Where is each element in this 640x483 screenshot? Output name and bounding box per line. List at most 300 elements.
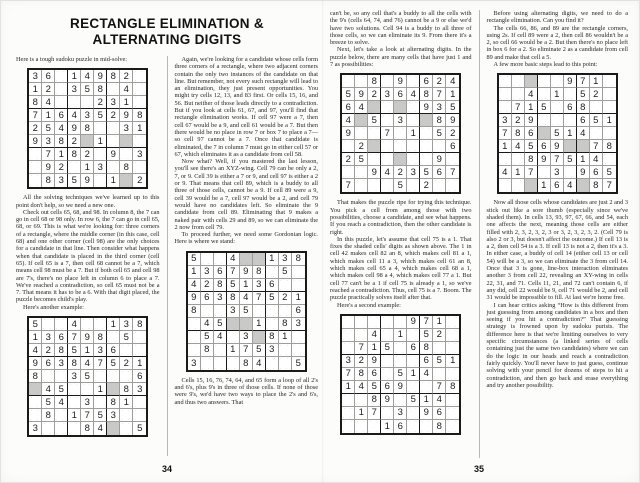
paragraph: Cells 15, 16, 76, 74, 64, and 65 form a loop of all 2's and 6's, plus 9's in three of those cells. If none of those were 9's, we'd have two ways to place the 2's and 6's, and thus two answers. That [174,376,318,406]
sudoku-cell [420,381,433,394]
sudoku-cell: 1 [188,266,201,279]
sudoku-cell [94,370,107,383]
sudoku-cell: 3 [29,70,42,83]
sudoku-cell [214,305,227,318]
sudoku-cell: 3 [266,344,279,357]
sudoku-cell [227,331,240,344]
sudoku-cell: 2 [590,88,603,101]
sudoku-cell: 1 [227,344,240,357]
page-34-columns [16,56,318,456]
sudoku-cell [355,420,368,433]
sudoku-cell: 6 [201,292,214,305]
sudoku-cell [368,179,381,192]
sudoku-cell [342,140,355,153]
sudoku-cell: 2 [120,70,133,83]
sudoku-cell: 1 [407,127,420,140]
sudoku-cell: 8 [253,266,266,279]
sudoku-cell: 5 [342,88,355,101]
sudoku-cell: 9 [446,114,459,127]
sudoku-cell [499,179,512,192]
sudoku-cell: 6 [368,368,381,381]
sudoku-cell: 6 [55,331,68,344]
sudoku-cell: 8 [133,109,146,122]
sudoku-cell: 2 [446,127,459,140]
sudoku-cell: 7 [420,316,433,329]
sudoku-cell: 5 [266,292,279,305]
sudoku-cell: 3 [55,174,68,187]
sudoku-cell: 8 [214,279,227,292]
sudoku-cell: 5 [214,318,227,331]
page-34-column-2 [167,56,319,456]
sudoku-cell: 1 [538,179,551,192]
sudoku-cell: 5 [42,396,55,409]
sudoku-cell: 1 [107,174,120,187]
sudoku-cell: 4 [368,329,381,342]
page-35-column-2 [479,10,629,458]
sudoku-cell [55,422,68,435]
sudoku-cell: 3 [394,407,407,420]
sudoku-cell: 3 [279,253,292,266]
sudoku-cell: 2 [433,329,446,342]
sudoku-cell [279,305,292,318]
sudoku-cell: 5 [68,344,81,357]
sudoku-cell [407,114,420,127]
sudoku-cell: 8 [279,318,292,331]
sudoku-cell: 4 [240,292,253,305]
sudoku-cell [603,101,616,114]
sudoku-cell: 8 [577,101,590,114]
sudoku-cell: 9 [407,316,420,329]
sudoku-cell: 5 [551,127,564,140]
sudoku-cell: 1 [120,96,133,109]
sudoku-cell [94,396,107,409]
sudoku-cell: 7 [381,127,394,140]
sudoku-cell: 2 [201,279,214,292]
sudoku-cell: 4 [94,422,107,435]
sudoku-cell: 7 [240,344,253,357]
page-number-34: 34 [161,464,173,474]
sudoku-cell: 8 [42,174,55,187]
sudoku-cell [107,161,120,174]
sudoku-cell: 3 [433,101,446,114]
sudoku-cell: 6 [381,381,394,394]
sudoku-cell: 7 [512,101,525,114]
sudoku-cell [564,114,577,127]
sudoku-cell [42,422,55,435]
sudoku-cell: 5 [538,101,551,114]
sudoku-cell: 9 [81,174,94,187]
sudoku-cell: 4 [420,368,433,381]
sudoku-cell: 4 [433,394,446,407]
sudoku-cell: 8 [590,179,603,192]
sudoku-cell [253,331,266,344]
sudoku-cell: 7 [368,407,381,420]
sudoku-cell: 7 [253,292,266,305]
sudoku-cell [68,161,81,174]
sudoku-cell: 3 [29,422,42,435]
sudoku-cell: 1 [279,331,292,344]
sudoku-grid-6 [497,73,618,194]
sudoku-cell: 6 [433,166,446,179]
sudoku-cell [201,305,214,318]
sudoku-cell [407,75,420,88]
sudoku-grid-4 [340,73,461,194]
sudoku-cell [266,318,279,331]
sudoku-cell: 3 [42,331,55,344]
sudoku-cell [603,153,616,166]
sudoku-cell [407,179,420,192]
sudoku-cell [94,318,107,331]
sudoku-cell: 4 [525,88,538,101]
sudoku-cell [81,383,94,396]
sudoku-cell: 9 [538,153,551,166]
sudoku-cell: 2 [68,135,81,148]
sudoku-cell: 1 [433,316,446,329]
sudoku-cell: 8 [94,83,107,96]
sudoku-cell: 8 [120,383,133,396]
chapter-title-line1: RECTANGLE ELIMINATION & [70,16,264,31]
sudoku-cell [94,122,107,135]
sudoku-cell: 4 [81,70,94,83]
sudoku-cell [266,357,279,370]
sudoku-cell: 9 [394,381,407,394]
sudoku-cell: 2 [433,75,446,88]
sudoku-cell: 7 [606,180,612,192]
sudoku-cell [355,179,368,192]
sudoku-cell: 3 [120,122,133,135]
sudoku-cell: 1 [446,88,459,101]
sudoku-cell: 9 [188,292,201,305]
sudoku-cell: 8 [266,331,279,344]
sudoku-cell: 8 [420,342,433,355]
sudoku-cell [55,96,68,109]
sudoku-cell [525,179,538,192]
sudoku-cell: 9 [420,407,433,420]
sudoku-cell: 8 [42,409,55,422]
sudoku-cell: 4 [81,357,94,370]
sudoku-cell: 1 [564,127,577,140]
sudoku-cell [133,161,146,174]
sudoku-cell: 6 [525,127,538,140]
sudoku-cell: 5 [394,368,407,381]
sudoku-cell [107,135,120,148]
sudoku-cell: 4 [55,122,68,135]
sudoku-cell: 8 [227,292,240,305]
sudoku-cell: 4 [381,166,394,179]
sudoku-cell: 4 [42,96,55,109]
sudoku-cell: 8 [446,381,459,394]
sudoku-cell [564,140,577,153]
sudoku-cell: 7 [227,266,240,279]
sudoku-cell [133,344,146,357]
sudoku-cell [120,344,133,357]
sudoku-cell: 8 [29,370,42,383]
sudoku-cell [381,179,394,192]
sudoku-cell: 4 [68,109,81,122]
paragraph: Again, we're looking for a candidate whose cells form three corners of a rectangle, where two adjacent corners contain the only two instances of the candidate on that line. But remember, not every such rectangle will lead to an elimination, they just present opportunities. You might try cells 12, 13, and 83 first. Or cells 15, 16, and 56. But neither of those leads directly to a contradiction. But if you look at cells 61, 67, and 97, you'll find that rectangle elimination works. If cell 97 were a 7, then cell 67 would be a 9, and cell 61 would be a 7. But then there would be no place in row 7 or box 7 to place a 7—so cell 97 cannot be a 7. Once that candidate is eliminated, the 7 in column 7 must go in either cell 57 or 67, which eliminates it as a candidate from cell 58. [174,56,318,158]
sudoku-cell: 5 [188,253,201,266]
sudoku-cell [407,329,420,342]
sudoku-cell: 1 [368,342,381,355]
sudoku-cell [355,127,368,140]
sudoku-cell: 8 [603,140,616,153]
sudoku-cell: 8 [94,331,107,344]
sudoku-cell: 5 [355,153,368,166]
sudoku-cell: 1 [55,148,68,161]
sudoku-cell: 3 [133,383,146,396]
sudoku-cell [29,174,42,187]
sudoku-cell: 5 [407,394,420,407]
sudoku-cell: 6 [407,342,420,355]
sudoku-cell [55,370,68,383]
sudoku-cell: 1 [68,70,81,83]
sudoku-cell [512,88,525,101]
sudoku-cell: 9 [564,75,577,88]
sudoku-cell: 7 [355,342,368,355]
sudoku-cell: 9 [68,122,81,135]
sudoku-cell [342,166,355,179]
sudoku-cell: 5 [137,423,143,435]
sudoku-cell: 5 [590,114,603,127]
sudoku-cell [42,370,55,383]
sudoku-cell [407,355,420,368]
sudoku-cell [355,329,368,342]
sudoku-cell: 6 [538,140,551,153]
sudoku-cell: 5 [433,127,446,140]
sudoku-cell [381,114,394,127]
sudoku-cell: 6 [214,266,227,279]
sudoku-cell: 2 [107,109,120,122]
sudoku-cell: 2 [137,175,143,187]
sudoku-cell: 4 [253,357,266,370]
paragraph: A few more basic steps lead to this point: [493,61,598,69]
sudoku-cell [81,96,94,109]
sudoku-cell: 9 [577,166,590,179]
chapter-title-line2: ALTERNATING DIGITS [92,32,242,47]
sudoku-cell: 5 [564,153,577,166]
sudoku-cell [590,101,603,114]
sudoku-cell: 4 [214,331,227,344]
sudoku-cell: 4 [29,344,42,357]
sudoku-cell [394,316,407,329]
sudoku-cell [564,88,577,101]
sudoku-cell: 4 [342,114,355,127]
sudoku-cell: 5 [120,331,133,344]
sudoku-cell: 9 [29,135,42,148]
sudoku-cell: 6 [433,407,446,420]
sudoku-cell [538,127,551,140]
sudoku-cell: 4 [590,153,603,166]
sudoku-cell: 1 [603,114,616,127]
sudoku-cell: 9 [525,114,538,127]
sudoku-cell: 5 [603,166,616,179]
sudoku-cell: 7 [29,109,42,122]
sudoku-cell: 9 [107,148,120,161]
sudoku-cell: 9 [120,109,133,122]
sudoku-cell: 1 [420,394,433,407]
sudoku-cell: 8 [420,88,433,101]
sudoku-cell: 3 [253,279,266,292]
paragraph: Check out cells 65, 68, and 98. In column 8, the 7 can go in cell 68 or 98 only. In row 6, the 7 can go in cell 65, 68, or 69. This is what we're looking for: three corners of a rectangle, where the middle corner (in this case, cell 68) and one other corner (cell 98) are the only choices for a candidate in that line. Then consider what happens when that candidate is placed in the third corner (cell 65). If cell 65 is a 7, then cell 68 cannot be a 7, which means cell 98 must be a 7. But if both cell 65 and cell 98 are 7's, there's no place left in column 6 to place a 7. We've reached a contradiction, so cell 65 must not be a 7. That means it has to be a 6. With that digit placed, the puzzle becomes child's play. [16,208,160,304]
sudoku-cell: 9 [368,166,381,179]
sudoku-cell: 8 [433,420,446,433]
sudoku-cell: 4 [42,383,55,396]
sudoku-cell: 6 [420,355,433,368]
sudoku-cell: 7 [68,331,81,344]
sudoku-cell: 2 [355,355,368,368]
page-34-column-1 [16,56,160,456]
sudoku-cell: 1 [446,355,459,368]
sudoku-cell: 3 [55,357,68,370]
sudoku-cell: 2 [42,344,55,357]
sudoku-cell [133,409,146,422]
sudoku-cell: 4 [120,83,133,96]
sudoku-cell: 9 [29,357,42,370]
sudoku-cell: 5 [55,383,68,396]
sudoku-cell: 5 [295,357,301,369]
sudoku-cell: 4 [446,75,459,88]
sudoku-cell [253,305,266,318]
paragraph: To proceed further, we need some Gordonian logic. Here is where we stand: [174,231,318,246]
sudoku-cell [240,253,253,266]
sudoku-cell: 1 [292,292,305,305]
sudoku-cell [420,153,433,166]
sudoku-cell: 7 [551,153,564,166]
sudoku-cell: 2 [279,292,292,305]
sudoku-cell: 1 [525,101,538,114]
sudoku-cell: 1 [577,153,590,166]
paragraph: Now all those cells whose candidates are just 2 and 3 stick out like a sore thumb (especially since we've shaded them). In cells 13, 93, 97, 67, 66, and 54, each one affects the next, meaning those cells are either filled with 2, 3, 2, 3, 2, 3 or 3, 2, 3, 2, 3, 2. (Cell 79 is also 2 or 3, but doesn't affect the outcome.) If cell 13 is a 2, then cell 54 is a 3. If cell 13 is not a 2, then it's a 3. In either case, a buddy of cell 14 (either cell 13 or cell 54) will be a 3, so we can eliminate the 3 from cell 14. Once that 3 is gone, line-box interaction eliminates another 3 from cell 22, revealing an XY-wing in cells 22, 31, and 71. Cells 11, 21, and 72 can't contain 6, if any did, cell 22 would be 9, cell 71 would be 2, and cell 31 would be impossible to fill. At last we're home free. [486,199,628,302]
sudoku-cell: 7 [446,166,459,179]
sudoku-cell: 5 [107,357,120,370]
sudoku-cell: 5 [227,279,240,292]
sudoku-cell [355,75,368,88]
sudoku-cell [342,342,355,355]
sudoku-cell: 1 [381,420,394,433]
sudoku-cell [420,420,433,433]
sudoku-cell: 5 [446,101,459,114]
sudoku-cell: 7 [94,357,107,370]
sudoku-cell [538,166,551,179]
sudoku-cell: 8 [292,253,305,266]
sudoku-cell: 3 [94,344,107,357]
sudoku-cell [368,153,381,166]
sudoku-cell [551,75,564,88]
sudoku-cell [394,153,407,166]
sudoku-cell: 9 [81,331,94,344]
sudoku-cell: 8 [107,396,120,409]
sudoku-cell: 8 [240,357,253,370]
sudoku-cell: 6 [292,305,305,318]
sudoku-cell: 3 [551,166,564,179]
sudoku-cell: 6 [577,114,590,127]
sudoku-cell [227,357,240,370]
sudoku-cell [446,342,459,355]
sudoku-cell: 4 [499,166,512,179]
sudoku-cell: 5 [240,305,253,318]
sudoku-cell: 3 [120,318,133,331]
sudoku-cell: 8 [355,368,368,381]
sudoku-cell: 7 [433,381,446,394]
sudoku-cell [381,407,394,420]
sudoku-cell [538,88,551,101]
page-gutter [322,0,324,483]
sudoku-cell: 1 [29,331,42,344]
sudoku-cell: 9 [94,70,107,83]
sudoku-cell: 2 [512,114,525,127]
sudoku-cell: 1 [133,122,146,135]
sudoku-cell [68,422,81,435]
sudoku-cell: 8 [368,394,381,407]
sudoku-cell: 8 [133,318,146,331]
sudoku-cell: 7 [499,127,512,140]
sudoku-cell: 1 [499,140,512,153]
sudoku-cell: 1 [355,407,368,420]
sudoku-cell: 7 [42,148,55,161]
sudoku-cell [355,394,368,407]
sudoku-cell: 7 [81,409,94,422]
sudoku-cell: 1 [29,83,42,96]
sudoku-cell [81,318,94,331]
sudoku-cell: 3 [68,370,81,383]
paragraph: The cells 66, 86, and 89 are the rectangle corners, using 2s. If cell 89 were a 2, then cell 86 wouldn't be a 2, so cell 66 would be a 2. But then there's no place left in box 6 for a 2. So eliminate 2 as a candidate from cell 89 and make that cell a 5. [486,24,628,61]
sudoku-cell: 5 [68,174,81,187]
sudoku-cell [214,357,227,370]
sudoku-cell: 3 [42,135,55,148]
sudoku-cell [107,383,120,396]
sudoku-cell: 8 [29,96,42,109]
sudoku-cell: 5 [420,166,433,179]
sudoku-cell: 6 [107,344,120,357]
sudoku-cell: 3 [81,396,94,409]
sudoku-cell: 3 [499,114,512,127]
sudoku-cell [603,127,616,140]
sudoku-cell: 7 [590,140,603,153]
sudoku-cell [368,316,381,329]
sudoku-cell: 1 [342,381,355,394]
sudoku-cell: 9 [381,394,394,407]
sudoku-cell: 8 [55,344,68,357]
sudoku-cell [292,344,305,357]
sudoku-cell: 8 [433,114,446,127]
sudoku-cell: 6 [266,279,279,292]
sudoku-cell: 4 [564,179,577,192]
sudoku-cell: 1 [394,329,407,342]
sudoku-cell: 4 [355,101,368,114]
sudoku-cell [407,420,420,433]
sudoku-cell: 5 [81,370,94,383]
sudoku-cell [381,75,394,88]
sudoku-cell [433,368,446,381]
sudoku-cell: 6 [133,370,146,383]
paragraph: Here's a second example: [337,301,401,309]
sudoku-cell [381,153,394,166]
sudoku-cell [525,75,538,88]
sudoku-cell: 2 [55,161,68,174]
sudoku-cell [120,174,133,187]
paragraph: All the solving techniques we've learned up to this point don't help, so we need a new one. [16,194,160,209]
paragraph: In this puzzle, let's assume that cell 75 is a 1. That fixes the shaded cells' digits as shown above. The 1 in cell 42 makes cell 82 an 8, which makes cell 81 a 1, which makes cell 11 a 3, which makes cell 61 an 8, which makes cell 65 a 4, which makes cell 68 a 1, which makes cell 98 a 4, which makes cell 77 a 1. But cell 77 can't be a 1 if cell 75 is already a 1, so we've reached a contradiction. Thus, cell 75 is a 7. Boom. The puzzle practically solves itself after that. [330,235,472,302]
sudoku-cell [120,148,133,161]
sudoku-cell: 4 [68,318,81,331]
sudoku-cell [446,179,459,192]
sudoku-cell: 5 [94,109,107,122]
sudoku-cell: 4 [55,396,68,409]
sudoku-cell: 2 [420,179,433,192]
sudoku-cell: 4 [407,88,420,101]
sudoku-cell: 2 [342,153,355,166]
paragraph: Next, let's take a look at alternating digits. In the puzzle below, there are many cells that have just 1 and 7 as possibilities: [330,46,472,69]
